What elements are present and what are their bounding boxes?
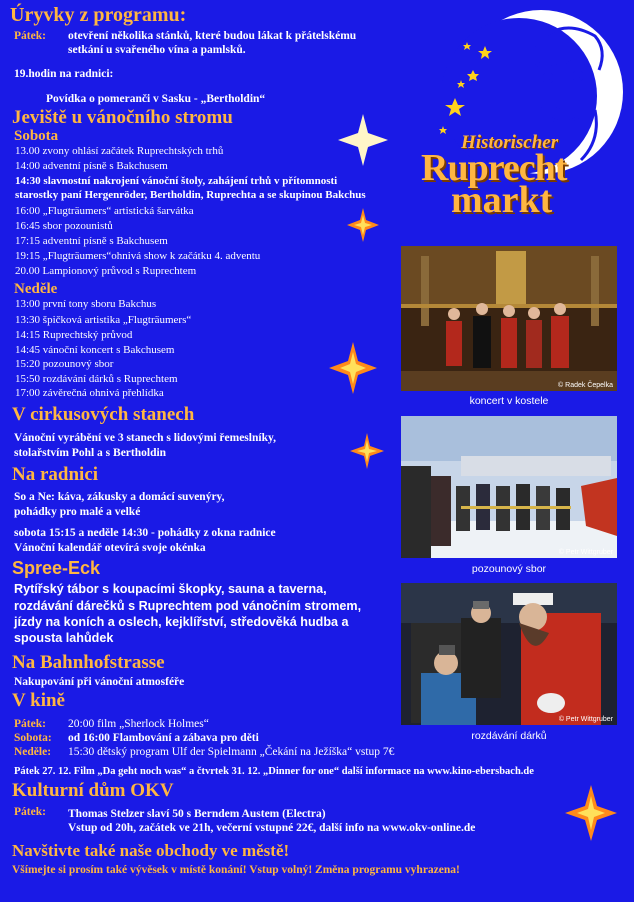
logo xyxy=(415,6,631,221)
star-icon xyxy=(347,208,379,242)
heading-okv: Kulturní dům OKV xyxy=(12,780,174,801)
nedele-item: 13:30 špičková artistika „Flugträumers“ xyxy=(15,314,192,326)
urvyky-line-2: setkání u svařeného vína a pamlsků. xyxy=(68,44,246,56)
photo-credit: © Radek Čepelka xyxy=(558,382,613,389)
nedele-item: 13:00 první tony sboru Bakchus xyxy=(15,298,157,310)
sobota-item: starostky paní Hergenröder, Bertholdin, Ruprechta a se skupinou Bakchus xyxy=(15,189,366,201)
kino-day: Pátek: xyxy=(14,718,46,730)
kino-row-text: 15:30 dětský program Ulf der Spielmann „Čekání na Ježíška“ vstup 7€ xyxy=(68,746,395,758)
sobota-item: 14:30 slavnostní nakrojení vánoční štoly, zahájení trhů v přítomnosti xyxy=(15,175,338,187)
kino-row-text: od 16:00 Flambování a zábava pro děti xyxy=(68,732,259,744)
bahnhof-line-1: Nakupování při vánoční atmosféře xyxy=(14,676,185,688)
star-icon xyxy=(329,342,377,394)
photo-pozounovy-sbor xyxy=(401,416,617,558)
star-icon xyxy=(350,433,384,469)
star-icon xyxy=(565,785,617,841)
sobota-item: 16:45 sbor pozounistů xyxy=(15,220,113,232)
logo-word-1: Historischer xyxy=(461,132,559,153)
nedele-item: 17:00 závěrečná ohnivá přehlídka xyxy=(15,387,164,399)
sobota-item: 16:00 „Flugträumers“ artistická šarvátka xyxy=(15,205,194,217)
nedele-item: 15:20 pozounový sbor xyxy=(15,358,114,370)
okv-line-2: Vstup od 20h, začátek ve 21h, večerní vstupné 22€, další info na www.okv-online.de xyxy=(68,822,476,834)
radnice-line-1: So a Ne: káva, zákusky a domácí suvenýry, xyxy=(14,491,225,503)
caption-koncert: koncert v kostele xyxy=(469,395,549,407)
sobota-item: 17:15 adventní písně s Bakchusem xyxy=(15,235,168,247)
nedele-item: 14:15 Ruprechtský průvod xyxy=(15,329,133,341)
logo-word-3: markt xyxy=(451,179,553,221)
radnice-line-4: Vánoční kalendář otevírá svoje okénka xyxy=(14,542,206,554)
heading-bahnhof: Na Bahnhofstrasse xyxy=(12,652,165,673)
nedele-label: Neděle xyxy=(14,281,58,297)
star-icon xyxy=(338,114,388,166)
spree-line-3: jízdy na koních a oslech, kejklířství, středověká hudba a xyxy=(14,615,349,629)
heading-cirkus: V cirkusových stanech xyxy=(12,404,195,425)
sobota-item: 19:15 „Flugträumers“ohnivá show k začátku 4. adventu xyxy=(15,250,261,262)
urvyky-line-3: 19.hodin na radnici: xyxy=(14,68,114,80)
heading-spree: Spree-Eck xyxy=(12,558,101,578)
caption-pozoun: pozounový sbor xyxy=(471,563,547,575)
okv-day: Pátek: xyxy=(14,806,46,818)
kino-row-text: 20:00 film „Sherlock Holmes“ xyxy=(68,718,209,730)
cirkus-line-2: stolařstvím Pohl a s Bertholdin xyxy=(14,447,167,459)
radnice-line-3: sobota 15:15 a neděle 14:30 - pohádky z okna radnice xyxy=(14,527,276,539)
sobota-item: 13.00 zvony ohlásí začátek Ruprechtských trhů xyxy=(15,145,224,157)
heading-kino: V kině xyxy=(12,690,65,711)
photo-rozdavani-darku xyxy=(401,583,617,725)
urvyky-line-4: Povídka o pomeranči v Sasku - „Bertholdin“ xyxy=(46,93,266,105)
okv-line-1: Thomas Stelzer slaví 50 s Berndem Austem (Electra) xyxy=(68,808,326,820)
photo-koncert-v-kostele xyxy=(401,246,617,391)
nedele-item: 15:50 rozdávání dárků s Ruprechtem xyxy=(15,373,178,385)
footer-line-1: Navštivte také naše obchody ve městě! xyxy=(12,841,290,860)
footer-line-2: Všímejte si prosím také vývěsek v místě konání! Vstup volný! Změna programu vyhrazena! xyxy=(12,864,460,876)
photo-credit: © Petr Wittgruber xyxy=(558,549,613,556)
photo-credit: © Petr Wittgruber xyxy=(558,716,613,723)
nedele-item: 14:45 vánoční koncert s Bakchusem xyxy=(15,344,175,356)
day-label-patek: Pátek: xyxy=(14,30,46,42)
spree-line-1: Rytířský tábor s koupacími škopky, sauna a taverna, xyxy=(14,582,327,596)
heading-jeviste: Jeviště u vánočního stromu xyxy=(12,107,233,128)
sobota-label: Sobota xyxy=(14,128,59,144)
spree-line-4: spousta lahůdek xyxy=(14,631,114,645)
sobota-item: 20.00 Lampionový průvod s Ruprechtem xyxy=(15,265,197,277)
caption-darky: rozdávání dárků xyxy=(471,730,547,742)
spree-line-2: rozdávání dárečků s Ruprechtem pod vánočním stromem, xyxy=(14,599,362,613)
logo-word-2: Ruprecht xyxy=(421,147,567,189)
heading-urvyky: Úryvky z programu: xyxy=(10,4,187,26)
sobota-item: 14:00 adventní písně s Bakchusem xyxy=(15,160,168,172)
kino-day: Neděle: xyxy=(14,746,52,758)
kino-extra: Pátek 27. 12. Film „Da geht noch was“ a čtvrtek 31. 12. „Dinner for one“ další informace na www.kino-ebersbach.de xyxy=(14,766,534,777)
radnice-line-2: pohádky pro malé a velké xyxy=(14,506,141,518)
urvyky-line-1: otevření několika stánků, které budou lákat k přátelskému xyxy=(68,30,357,42)
kino-day: Sobota: xyxy=(14,732,52,744)
cirkus-line-1: Vánoční vyrábění ve 3 stanech s lidovými řemeslníky, xyxy=(14,432,276,444)
heading-radnice: Na radnici xyxy=(12,464,99,485)
